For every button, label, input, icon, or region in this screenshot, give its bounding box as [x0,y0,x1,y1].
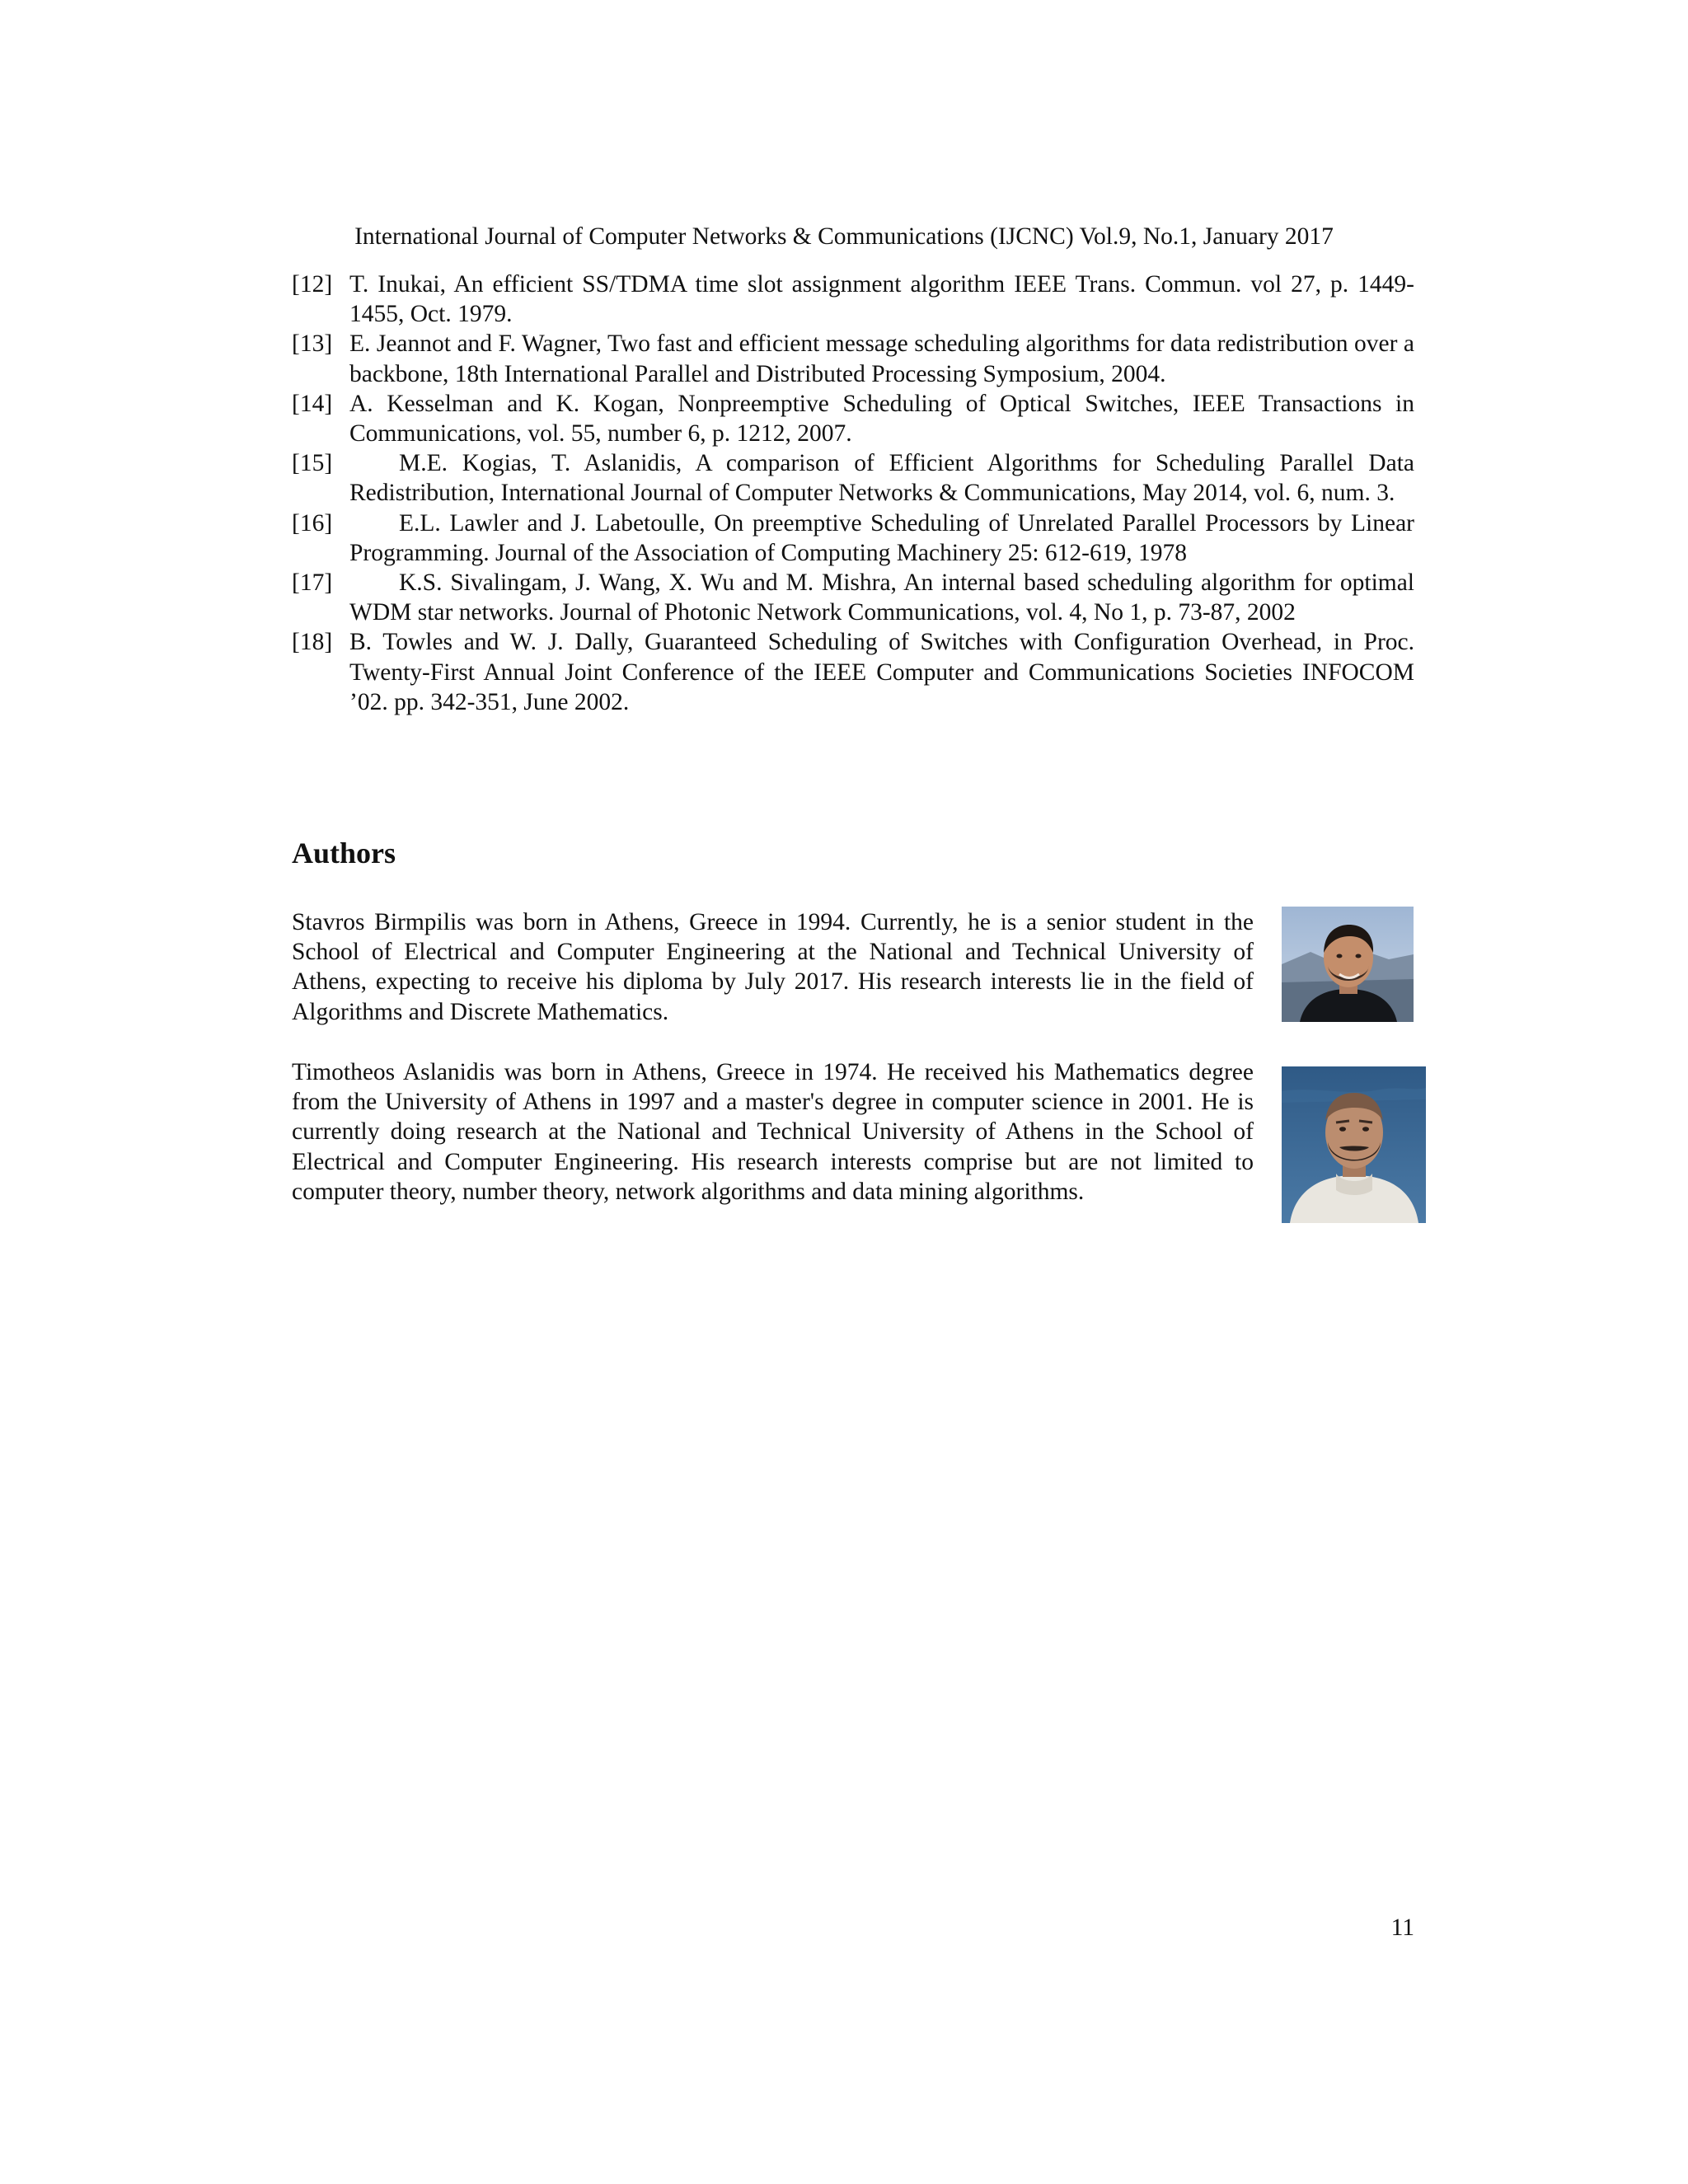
reference-text: A. Kesselman and K. Kogan, Nonpreemptive Scheduling of Optical Switches, IEEE Transactions in Communications, vol. 55, number 6, p. 1212, 2007. [349,390,1414,448]
author-bio-birmpilis: Stavros Birmpilis was born in Athens, Greece in 1994. Currently, he is a senior student in the School of Electrical and Computer Engineering at the National and Technical University of Athens, expecting to receive his diploma by July 2017. His research interests lie in the field of Algorithms and Discrete Mathematics. [292,909,1254,1025]
running-header: International Journal of Computer Networks & Communications (IJCNC) Vol.9, No.1, January 2017 [354,223,1334,250]
reference-number: [15] [292,450,333,477]
reference-item [292,568,1414,627]
authors-heading: Authors [292,837,396,869]
reference-item [292,389,1414,448]
author-photo-aslanidis [1282,1066,1426,1223]
reference-number: [13] [292,330,333,358]
reference-text: K.S. Sivalingam, J. Wang, X. Wu and M. Mishra, An internal based scheduling algorithm for optimal WDM star networks. Journal of Photonic Network Communications, vol. 4, No 1, p. 73-87, 2002 [349,569,1414,626]
reference-item [292,329,1414,388]
reference-item [292,448,1414,508]
reference-number: [18] [292,629,333,656]
reference-text: E. Jeannot and F. Wagner, Two fast and efficient message scheduling algorithms for data redistribution over a backbone, 18th International Parallel and Distributed Processing Symposium, 2004. [349,330,1414,387]
reference-text: T. Inukai, An efficient SS/TDMA time slot assignment algorithm IEEE Trans. Commun. vol 27, p. 1449-1455, Oct. 1979. [349,271,1414,328]
page-number: 11 [1390,1915,1414,1941]
reference-item [292,627,1414,717]
portrait-photo-icon [1282,907,1414,1022]
reference-list [292,269,1414,717]
portrait-photo-icon [1282,1066,1426,1223]
reference-text: E.L. Lawler and J. Labetoulle, On preemptive Scheduling of Unrelated Parallel Processors by Linear Programming. Journal of the Association of Computing Machinery 25: 612-619, 1978 [349,509,1414,566]
reference-item [292,269,1414,329]
reference-number: [12] [292,271,333,298]
reference-item [292,509,1414,568]
reference-text: M.E. Kogias, T. Aslanidis, A comparison of Efficient Algorithms for Scheduling Parallel Data Redistribution, International Journal of Computer Networks & Communications, May 2014, vol. 6, num. 3. [349,450,1414,507]
reference-number: [17] [292,569,333,597]
reference-number: [16] [292,509,333,537]
author-bio-aslanidis: Timotheos Aslanidis was born in Athens, Greece in 1974. He received his Mathematics degree from the University of Athens in 1997 and a master's degree in computer science in 2001. He is currently doing research at the National and Technical University of Athens in the School of Electrical and Computer Engineering. His research interests comprise but are not limited to computer theory, number theory, network algorithms and data mining algorithms. [292,1059,1254,1205]
reference-text: B. Towles and W. J. Dally, Guaranteed Scheduling of Switches with Configuration Overhead, in Proc. Twenty-First Annual Joint Conference of the IEEE Computer and Communications Societies INFOCOM ’02. pp. 342-351, June 2002. [349,629,1414,715]
reference-number: [14] [292,390,333,417]
author-photo-birmpilis [1282,907,1414,1022]
